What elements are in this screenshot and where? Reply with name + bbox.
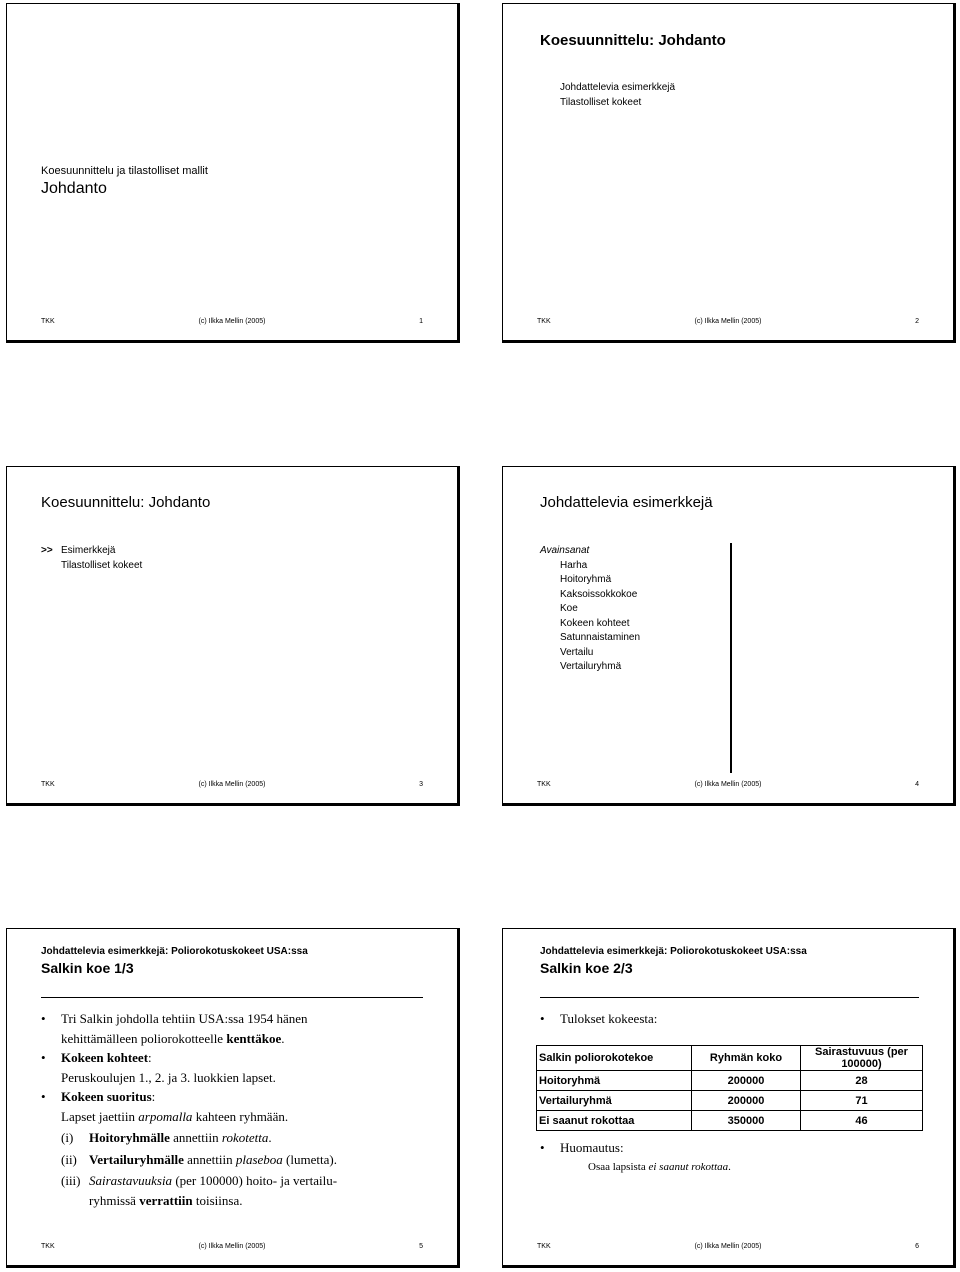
title-rule bbox=[41, 997, 423, 998]
results-table bbox=[536, 1045, 923, 1131]
table-cell: 200000 bbox=[692, 1071, 801, 1091]
slide-1 bbox=[6, 3, 460, 343]
title-rule bbox=[540, 997, 919, 998]
page-number: 2 bbox=[915, 318, 919, 325]
enum-item: (i) Hoitoryhmälle annettiin rokotetta. bbox=[61, 1130, 272, 1145]
bullet-icon: • bbox=[41, 1011, 46, 1026]
keyword-item: Hoitoryhmä bbox=[560, 574, 612, 585]
bullet-item: • Kokeen suoritus: Lapset jaettiin arpomalla kahteen ryhmään. bbox=[41, 1089, 289, 1124]
footer-center: (c) Ilkka Mellin (2005) bbox=[198, 1243, 266, 1250]
footer-left: TKK bbox=[537, 781, 551, 788]
outline-item: Tilastolliset kokeet bbox=[560, 96, 642, 108]
footer-center: (c) Ilkka Mellin (2005) bbox=[694, 781, 762, 788]
enum-item: (ii) Vertailuryhmälle annettiin plaseboa (lumetta). bbox=[61, 1151, 337, 1167]
table-header-cell: Ryhmän koko bbox=[692, 1046, 801, 1071]
slide-body bbox=[41, 1009, 421, 1210]
page-number: 6 bbox=[915, 1243, 919, 1250]
slide-footer bbox=[41, 1241, 423, 1253]
outline-list bbox=[61, 544, 142, 573]
note-text: Osaa lapsista ei saanut rokottaa. bbox=[588, 1161, 731, 1173]
bullet-item: • Huomautus: bbox=[540, 1140, 624, 1155]
slide-6 bbox=[502, 928, 956, 1268]
keyword-item: Vertailuryhmä bbox=[560, 661, 622, 672]
table-row bbox=[537, 1111, 923, 1131]
table-row bbox=[537, 1071, 923, 1091]
slide-3 bbox=[6, 466, 460, 806]
current-marker: >> bbox=[41, 545, 53, 556]
table-header-cell: Sairastuvuus (per 100000) bbox=[801, 1046, 923, 1071]
page-number: 4 bbox=[915, 781, 919, 788]
keyword-item: Satunnaistaminen bbox=[560, 632, 641, 643]
keywords-heading: Avainsanat bbox=[540, 545, 590, 556]
slide-2 bbox=[502, 3, 956, 343]
slide-5 bbox=[6, 928, 460, 1268]
table-cell: 350000 bbox=[692, 1111, 801, 1131]
page-number: 5 bbox=[419, 1243, 423, 1250]
slide-title: Koesuunnittelu: Johdanto bbox=[41, 494, 211, 511]
bullet-icon: • bbox=[41, 1050, 46, 1065]
slide-title: Salkin koe 2/3 bbox=[540, 960, 633, 976]
slide-4 bbox=[502, 466, 956, 806]
slide-kicker: Johdattelevia esimerkkejä: Poliorokotuskokeet USA:ssa bbox=[41, 946, 308, 957]
bullet-item: • Tri Salkin johdolla tehtiin USA:ssa 1954 hänen kehittämälleen poliorokotteelle kenttäkoe. bbox=[41, 1011, 308, 1046]
footer-center: (c) Ilkka Mellin (2005) bbox=[198, 781, 266, 788]
bullet-icon: • bbox=[41, 1089, 46, 1104]
page-number: 1 bbox=[419, 318, 423, 325]
footer-left: TKK bbox=[41, 318, 55, 325]
keywords-list bbox=[560, 559, 640, 675]
table-cell: Vertailuryhmä bbox=[537, 1091, 692, 1111]
bullet-item: • Kokeen kohteet: Peruskoulujen 1., 2. ja 3. luokkien lapset. bbox=[41, 1050, 276, 1085]
keyword-item: Kaksoissokkokoe bbox=[560, 588, 638, 600]
footer-left: TKK bbox=[41, 1243, 55, 1250]
footer-center: (c) Ilkka Mellin (2005) bbox=[694, 318, 762, 325]
outline-list bbox=[560, 81, 675, 110]
footer-center: (c) Ilkka Mellin (2005) bbox=[694, 1243, 762, 1250]
slide-footer bbox=[41, 779, 423, 791]
outline-item: Tilastolliset kokeet bbox=[61, 559, 143, 571]
slide-footer bbox=[537, 316, 919, 328]
outline-item: Esimerkkejä bbox=[61, 545, 116, 556]
footer-center: (c) Ilkka Mellin (2005) bbox=[198, 318, 266, 325]
slide-kicker: Johdattelevia esimerkkejä: Poliorokotuskokeet USA:ssa bbox=[540, 946, 807, 957]
slide-footer bbox=[41, 316, 423, 328]
slide-title: Salkin koe 1/3 bbox=[41, 960, 134, 976]
bullet-icon: • bbox=[540, 1140, 545, 1155]
footer-left: TKK bbox=[537, 1243, 551, 1250]
slide-footer bbox=[537, 779, 919, 791]
footer-left: TKK bbox=[537, 318, 551, 325]
slide-title: Johdattelevia esimerkkejä bbox=[540, 494, 713, 511]
keyword-item: Koe bbox=[560, 603, 578, 614]
table-cell: 71 bbox=[801, 1091, 923, 1111]
vertical-divider bbox=[730, 543, 732, 773]
bullet-icon: • bbox=[540, 1011, 545, 1026]
table-cell: 200000 bbox=[692, 1091, 801, 1111]
table-row bbox=[537, 1091, 923, 1111]
table-cell: 46 bbox=[801, 1111, 923, 1131]
table-cell: 28 bbox=[801, 1071, 923, 1091]
footer-left: TKK bbox=[41, 781, 55, 788]
table-header-row bbox=[537, 1046, 923, 1071]
slide-title: Johdanto bbox=[41, 180, 107, 197]
enum-item: (iii) Sairastavuuksia (per 100000) hoito- ja vertailu- ryhmissä verrattiin toisiinsa. bbox=[61, 1173, 338, 1208]
keyword-item: Harha bbox=[560, 559, 588, 571]
table-cell: Hoitoryhmä bbox=[537, 1071, 692, 1091]
slide-footer bbox=[537, 1241, 919, 1253]
keyword-item: Vertailu bbox=[560, 646, 594, 658]
table-header-cell: Salkin poliorokotekoe bbox=[537, 1046, 692, 1071]
slide-title: Koesuunnittelu: Johdanto bbox=[540, 32, 726, 49]
table-cell: Ei saanut rokottaa bbox=[537, 1111, 692, 1131]
page-number: 3 bbox=[419, 781, 423, 788]
outline-item: Johdattelevia esimerkkejä bbox=[560, 82, 676, 93]
bullet-item: • Tulokset kokeesta: bbox=[540, 1011, 658, 1026]
slide-subtitle: Koesuunnittelu ja tilastolliset mallit bbox=[41, 165, 208, 177]
keyword-item: Kokeen kohteet bbox=[560, 617, 630, 629]
